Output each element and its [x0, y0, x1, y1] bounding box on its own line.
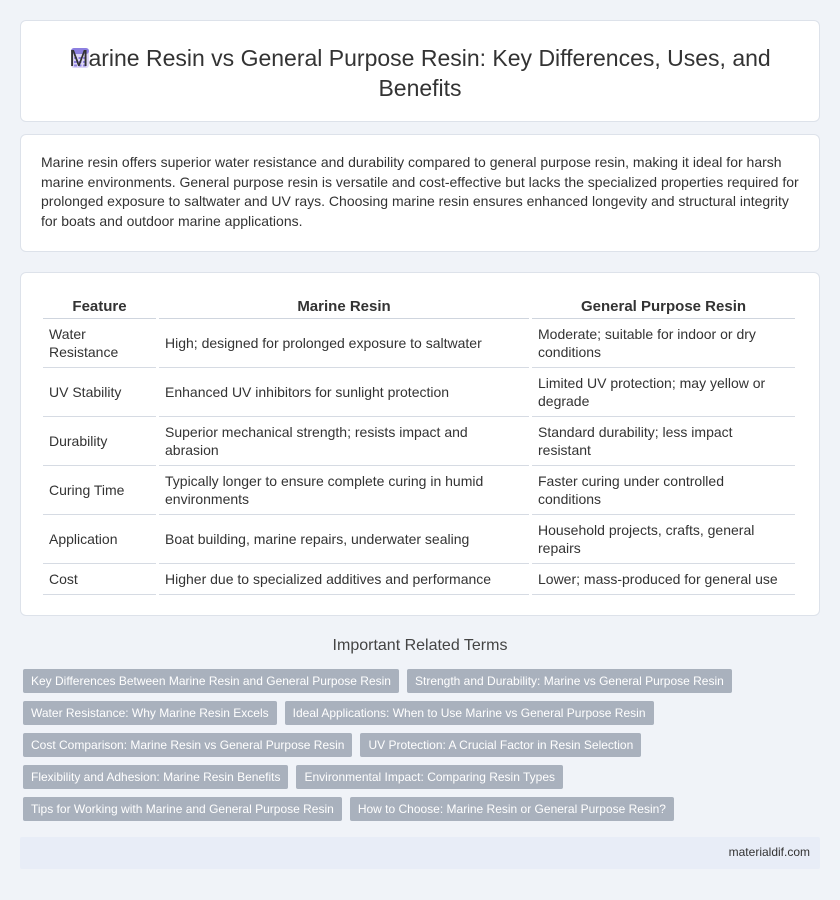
table-cell: Cost	[43, 564, 156, 595]
column-header-general-purpose-resin: General Purpose Resin	[532, 293, 795, 319]
table-cell: Lower; mass-produced for general use	[532, 564, 795, 595]
intro-paragraph: Marine resin offers superior water resistance and durability compared to general purpose resin, making it ideal for harsh marine environments. General purpose resin is versatile and cost-effective but lacks the specialized properties required for prolonged exposure to saltwater and UV rays. Choosing marine resin ensures enhanced longevity and structural integrity for boats and outdoor marine applications.	[41, 154, 799, 229]
related-term-link[interactable]: Ideal Applications: When to Use Marine vs General Purpose Resin	[285, 701, 654, 725]
comparison-card	[20, 272, 820, 616]
table-cell: Moderate; suitable for indoor or dry conditions	[532, 319, 795, 368]
table-row	[43, 319, 795, 368]
table-cell: Limited UV protection; may yellow or degrade	[532, 368, 795, 417]
table-row	[43, 368, 795, 417]
related-term-link[interactable]: Environmental Impact: Comparing Resin Types	[296, 765, 563, 789]
related-term-link[interactable]: Flexibility and Adhesion: Marine Resin Benefits	[23, 765, 288, 789]
related-term-link[interactable]: Key Differences Between Marine Resin and General Purpose Resin	[23, 669, 399, 693]
table-cell: Enhanced UV inhibitors for sunlight protection	[159, 368, 529, 417]
intro-card	[20, 134, 820, 252]
table-cell: Application	[43, 515, 156, 564]
related-term-link[interactable]: Tips for Working with Marine and General Purpose Resin	[23, 797, 342, 821]
table-cell: Water Resistance	[43, 319, 156, 368]
related-term-link[interactable]: Cost Comparison: Marine Resin vs General Purpose Resin	[23, 733, 352, 757]
table-header-row	[43, 293, 795, 319]
column-header-feature: Feature	[43, 293, 156, 319]
comparison-table	[40, 293, 798, 595]
table-cell: High; designed for prolonged exposure to saltwater	[159, 319, 529, 368]
header-card	[20, 20, 820, 122]
page-title: Marine Resin vs General Purpose Resin: Key Differences, Uses, and Benefits	[69, 45, 771, 101]
site-name[interactable]: materialdif.com	[728, 845, 810, 859]
related-term-link[interactable]: Strength and Durability: Marine vs General Purpose Resin	[407, 669, 732, 693]
related-term-link[interactable]: Water Resistance: Why Marine Resin Excels	[23, 701, 277, 725]
table-cell: Household projects, crafts, general repairs	[532, 515, 795, 564]
table-row	[43, 515, 795, 564]
related-term-link[interactable]: UV Protection: A Crucial Factor in Resin Selection	[360, 733, 641, 757]
related-terms-heading: Important Related Terms	[332, 637, 508, 654]
table-cell: Durability	[43, 417, 156, 466]
table-cell: Superior mechanical strength; resists impact and abrasion	[159, 417, 529, 466]
related-term-link[interactable]: How to Choose: Marine Resin or General Purpose Resin?	[350, 797, 674, 821]
footer	[20, 837, 820, 869]
table-cell: Standard durability; less impact resistant	[532, 417, 795, 466]
table-row	[43, 466, 795, 515]
table-cell: UV Stability	[43, 368, 156, 417]
table-row	[43, 564, 795, 595]
table-cell: Boat building, marine repairs, underwater sealing	[159, 515, 529, 564]
table-row	[43, 417, 795, 466]
table-cell: Curing Time	[43, 466, 156, 515]
column-header-marine-resin: Marine Resin	[159, 293, 529, 319]
table-cell: Typically longer to ensure complete curing in humid environments	[159, 466, 529, 515]
table-cell: Faster curing under controlled conditions	[532, 466, 795, 515]
table-cell: Higher due to specialized additives and performance	[159, 564, 529, 595]
related-terms-list	[23, 669, 823, 829]
